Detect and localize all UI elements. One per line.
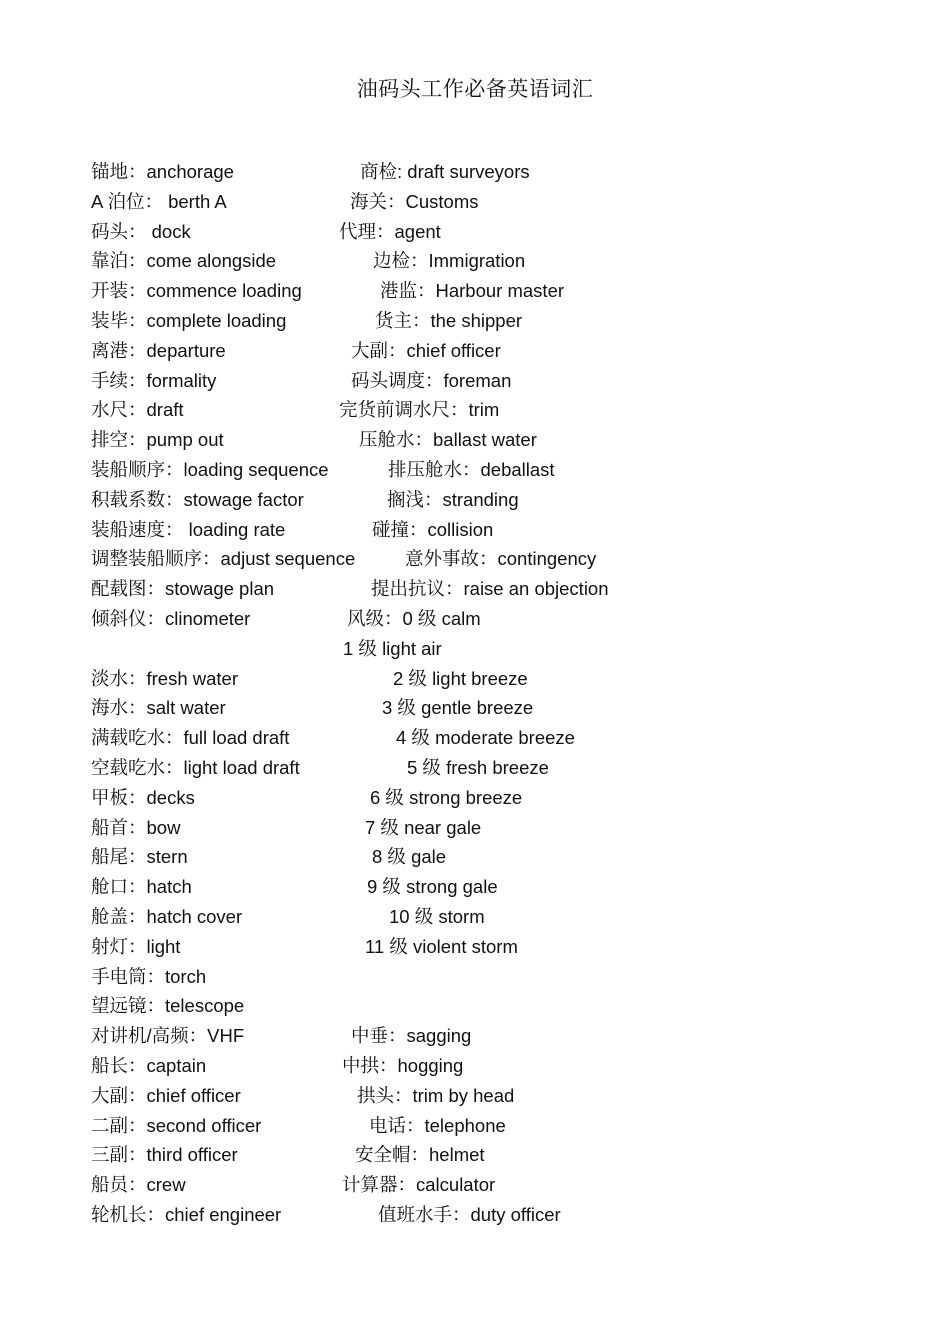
- vocab-term-right: 2 级 light breeze: [393, 667, 528, 689]
- vocab-term-right: 9 级 strong gale: [367, 876, 498, 898]
- vocab-term-left: 装船顺序：loading sequence: [91, 459, 329, 480]
- vocab-term-right: 中拱：hogging: [342, 1055, 464, 1076]
- vocab-term-left: 船尾：stern: [91, 846, 188, 868]
- vocab-term-right: 4 级 moderate breeze: [396, 727, 575, 749]
- vocab-term-left: 离港：departure: [91, 339, 226, 361]
- vocab-term-left: 积载系数：stowage factor: [91, 488, 304, 510]
- vocab-term-left: 靠泊：come alongside: [91, 250, 277, 272]
- vocab-term-left: 锚地：anchorage: [91, 161, 234, 182]
- vocab-term-right: 中垂：sagging: [351, 1025, 472, 1047]
- vocab-term-left: 手续：formality: [91, 369, 217, 391]
- vocab-term-right: 搁浅：stranding: [387, 488, 519, 510]
- vocab-term-right: 货主：the shipper: [375, 310, 523, 331]
- vocab-term-left: 排空：pump out: [91, 429, 224, 451]
- vocab-term-left: 倾斜仪：clinometer: [91, 608, 251, 629]
- vocab-term-left: 船首：bow: [91, 816, 181, 838]
- vocab-term-right: 电话：telephone: [369, 1114, 506, 1136]
- vocab-term-left: 码头： dock: [91, 220, 191, 242]
- vocab-term-left: 大副：chief officer: [91, 1084, 241, 1106]
- vocab-term-right: 1 级 light air: [343, 637, 442, 659]
- page-title: 油码头工作必备英语词汇: [356, 77, 594, 101]
- vocab-term-left: 舱盖：hatch cover: [91, 906, 243, 927]
- vocab-term-left: 二副：second officer: [91, 1114, 262, 1136]
- vocab-term-left: 射灯：light: [91, 935, 181, 957]
- vocab-term-left: 手电筒：torch: [91, 965, 207, 987]
- vocab-term-left: 舱口：hatch: [91, 876, 192, 898]
- vocab-term-right: 代理：agent: [339, 220, 441, 242]
- vocab-term-right: 海关：Customs: [350, 190, 479, 212]
- vocab-term-left: 对讲机/高频：VHF: [91, 1025, 245, 1047]
- vocab-term-left: 轮机长：chief engineer: [91, 1204, 282, 1225]
- vocab-term-left: 装毕：complete loading: [91, 310, 287, 331]
- vocab-term-left: 开装：commence loading: [91, 280, 302, 302]
- vocab-term-right: 6 级 strong breeze: [370, 786, 523, 808]
- vocab-term-right: 碰撞：collision: [372, 518, 494, 540]
- vocab-term-right: 11 级 violent storm: [365, 935, 518, 957]
- vocab-term-left: 装船速度： loading rate: [91, 518, 286, 540]
- vocab-term-left: 三副：third officer: [91, 1144, 238, 1166]
- vocab-term-left: 满载吃水：full load draft: [91, 727, 290, 749]
- vocab-term-left: 淡水：fresh water: [91, 667, 239, 689]
- vocab-term-left: 水尺：draft: [91, 399, 184, 421]
- vocab-term-right: 意外事故：contingency: [405, 548, 597, 570]
- vocab-term-right: 港监：Harbour master: [380, 280, 565, 302]
- vocab-term-right: 边检：Immigration: [373, 250, 526, 272]
- vocab-term-right: 3 级 gentle breeze: [382, 697, 534, 719]
- vocab-term-left: 甲板：decks: [91, 786, 195, 808]
- vocab-term-right: 8 级 gale: [372, 846, 447, 868]
- vocab-term-left: 配载图：stowage plan: [91, 578, 275, 600]
- vocab-term-right: 5 级 fresh breeze: [407, 757, 549, 778]
- vocab-term-right: 值班水手：duty officer: [378, 1204, 561, 1225]
- vocab-term-right: 码头调度：foreman: [351, 369, 512, 391]
- vocab-term-right: 风级：0 级 calm: [347, 608, 481, 629]
- vocab-term-left: 船长：captain: [91, 1055, 207, 1076]
- vocab-term-right: 计算器：calculator: [342, 1174, 496, 1196]
- vocab-term-right: 大副：chief officer: [351, 339, 501, 361]
- vocab-term-left: 船员：crew: [91, 1174, 186, 1196]
- vocab-term-right: 拱头：trim by head: [357, 1084, 515, 1106]
- vocab-term-right: 提出抗议：raise an objection: [371, 578, 609, 600]
- vocab-term-left: 海水：salt water: [91, 697, 226, 719]
- vocab-term-left: 空载吃水：light load draft: [91, 757, 300, 778]
- vocab-term-right: 10 级 storm: [389, 906, 485, 927]
- vocab-term-left: A 泊位： berth A: [91, 190, 227, 212]
- vocab-term-right: 安全帽：helmet: [355, 1144, 485, 1166]
- vocab-term-right: 7 级 near gale: [365, 816, 482, 838]
- vocab-term-left: 望远镜：telescope: [91, 995, 245, 1017]
- vocab-term-right: 压舱水：ballast water: [359, 429, 537, 451]
- vocab-term-right: 完货前调水尺：trim: [339, 399, 500, 421]
- vocab-term-right: 商检: draft surveyors: [360, 161, 530, 182]
- vocab-term-left: 调整装船顺序：adjust sequence: [91, 548, 356, 570]
- vocab-term-right: 排压舱水：deballast: [388, 459, 555, 480]
